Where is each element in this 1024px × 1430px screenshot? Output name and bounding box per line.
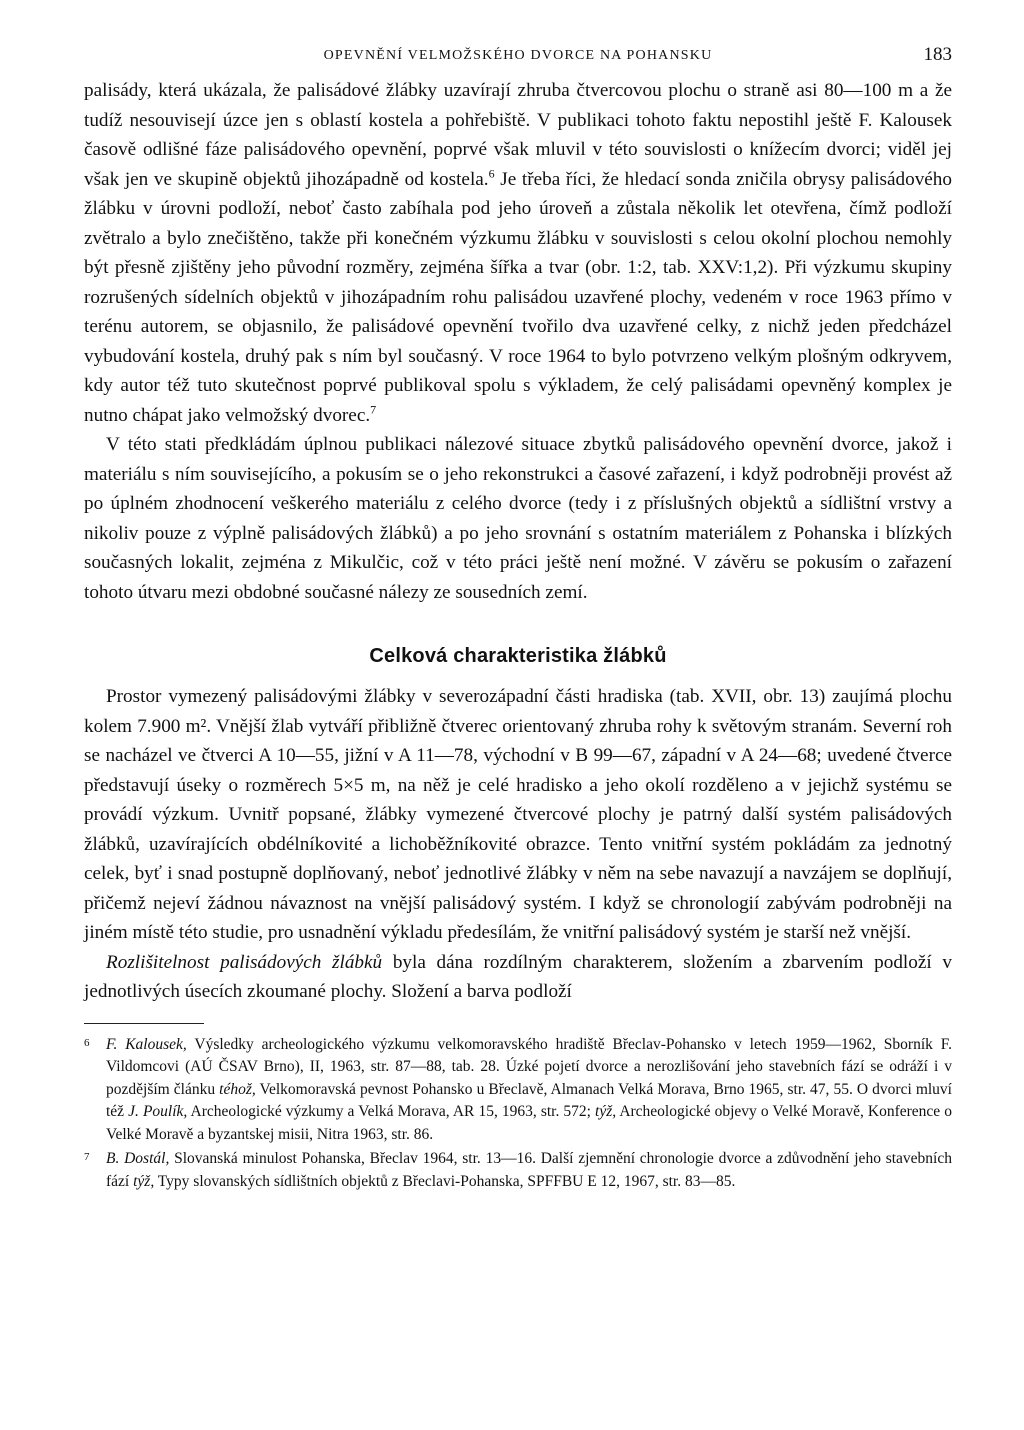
running-head: OPEVNĚNÍ VELMOŽSKÉHO DVORCE NA POHANSKU [323,48,713,63]
footnote-7-number: 7 [84,1151,90,1163]
section-paragraph-1: Prostor vymezený palisádovými žlábky v severozápadní části hradiska (tab. XVII, obr. 13) zaujímá plochu kolem 7.900 m². Vnější žlab vytváří přibližně čtverec orientovaný zhruba rohy k světovým stranám. Severní roh se nacházel ve čtverci A 10—55, jižní v A 11—78, východní v B 99—67, západní v A 24—68; uvedené čtverce představují úseky o rozměrech 5×5 m, na něž je celé hradisko a jeho okolí rozděleno a v jejichž systému se provádí výzkum. Uvnitř popsané, žlábky vymezené čtvercové plochy je patrný další systém palisádových žlábků, uzavírajících obdélníkovité a lichoběžníkovité obrazce. Tento vnitřní systém pokládám za jednotný celek, byť i snad postupně doplňovaný, neboť jednotlivé žlábky v něm na sebe navazují a navzájem se doplňují, přičemž nejeví žádnou návaznost na vnější palisádový systém. I když se chronologií zabývám podrobněji na jiném místě této studie, pro usnadnění výkladu předesílám, že vnitřní palisádový systém je starší než vnější. [84,686,952,943]
footnote-7-author: B. Dostál, [106,1150,170,1167]
footnote-6-text-2: Velkomoravská pevnost Pohansko u Břeclavě, Almanach Velká Morava, Brno 1965, str. 47, 55. O dvorci mluví též [106,1080,952,1120]
paragraph-1 [84,76,952,430]
page-number: 183 [923,44,952,65]
footnote-6-number: 6 [84,1036,90,1049]
footnote-ref-6[interactable]: 6 [488,166,495,181]
paragraph-1-text-a: palisády, která ukázala, že palisádové žlábky uzavírají zhruba čtvercovou plochu o straně asi 80—100 m a že tudíž nesouvisejí úzce jen s oblastí kostela a pohřebiště. V publikaci tohoto faktu nepostihl ještě F. Kalousek časově odlišné fáze palisádového opevnění, poprvé však mluvil v této souvislosti o knížecím dvorci; viděl jej však jen ve skupině objektů jihozápadně od kostela. [84,80,952,190]
footnote-6-author: F. Kalousek, [106,1035,187,1053]
footnote-7-text-1: Slovanská minulost Pohanska, Břeclav 1964, str. 13—16. Další zjemnění chronologie dvorce a zdůvodnění jeho stavebních fází [106,1150,952,1190]
paragraph-2: V této stati předkládám úplnou publikaci nálezové situace zbytků palisádového opevnění dvorce, jakož i materiálu s ním souvisejícího, a pokusím se o jeho rekonstrukci a časové zařazení, i když podrobněji provést až po úplném zhodnocení veškerého materiálu z celého dvorce (tedy i z příslušných objektů a sídlištní vrstvy a nikoliv pouze z výplně palisádových žlábků) a po jeho srovnání s ostatním materiálem z Pohanska i blízkých současných lokalit, zejména z Mikulčic, což v této práci ještě není možné. V závěru se pokusím o zařazení tohoto útvaru mezi obdobné současné nálezy ze sousedních zemí. [84,434,952,603]
section-paragraph-2 [84,948,952,1007]
footnote-6-text-1: Výsledky archeologického výzkumu velkomoravského hradiště Břeclav-Pohansko v letech 1959—1962, Sborník F. Vildomcovi (AÚ ČSAV Brno), II, 1963, str. 87—88, tab. 28. Úzké pojetí dvorce a nerozlišování jeho stavebních fází se odráží i v pozdějším článku [106,1035,953,1098]
page-header [84,40,952,76]
footnote-6 [84,1034,952,1147]
footnote-7-italic-1: týž, [133,1172,155,1190]
footnote-divider [84,1023,204,1024]
footnote-7 [84,1148,952,1193]
footnote-6-italic-2: J. Poulík, [128,1103,188,1120]
page [84,40,952,1195]
paragraph-1-text-b: Je třeba říci, že hledací sonda zničila obrysy palisádového žlábku v úrovni podloží, neboť často zabíhala pod jeho úroveň a zůstala několik let otevřena, čímž podloží zvětralo a bylo znečištěno, takže při konečném výzkumu žlábku v souvislosti s celou okolní plochou nemohly být přesně zjištěny jeho původní rozměry, zejména šířka a tvar (obr. 1:2, tab. XXV:1,2). Při výzkumu skupiny rozrušených sídelních objektů v jihozápadním rohu palisádou uzavřené plochy, vedeném v roce 1963 přímo v terénu autorem, se objasnilo, že palisádové opevnění tvořilo dva uzavřené celky, z nichž jeden předcházel vybudování kostela, druhý pak s ním byl současný. V roce 1964 to bylo potvrzeno velkým plošným odkryvem, kdy autor též tuto skutečnost poprvé publikoval spolu s výkladem, že celý palisádami opevněný komplex je nutno chápat jako velmožský dvorec. [84,168,952,426]
footnote-6-italic-1: téhož, [219,1080,256,1098]
footnote-7-text-2: Typy slovanských sídlištních objektů z Břeclavi-Pohanska, SPFFBU E 12, 1967, str. 83—85. [154,1172,736,1190]
footnote-6-italic-3: týž, [595,1103,617,1120]
footnote-6-text-3: Archeologické výzkumy a Velká Morava, AR 15, 1963, str. 572; [187,1103,596,1120]
section-paragraph-2-text: byla dána rozdílným charakterem, složením a zbarvením podloží v jednotlivých úsecích zkoumané plochy. Složení a barva podloží [84,951,952,1002]
section-heading: Celková charakteristika žlábků [369,645,667,667]
section-paragraph-2-italic: Rozlišitelnost palisádových žlábků [106,951,383,973]
footnote-6-text-4: Archeologické objevy o Velké Moravě, Konference o Velké Moravě a byzantskej misii, Nitra 1963, str. 86. [106,1103,952,1143]
footnote-ref-7[interactable]: 7 [370,402,377,417]
